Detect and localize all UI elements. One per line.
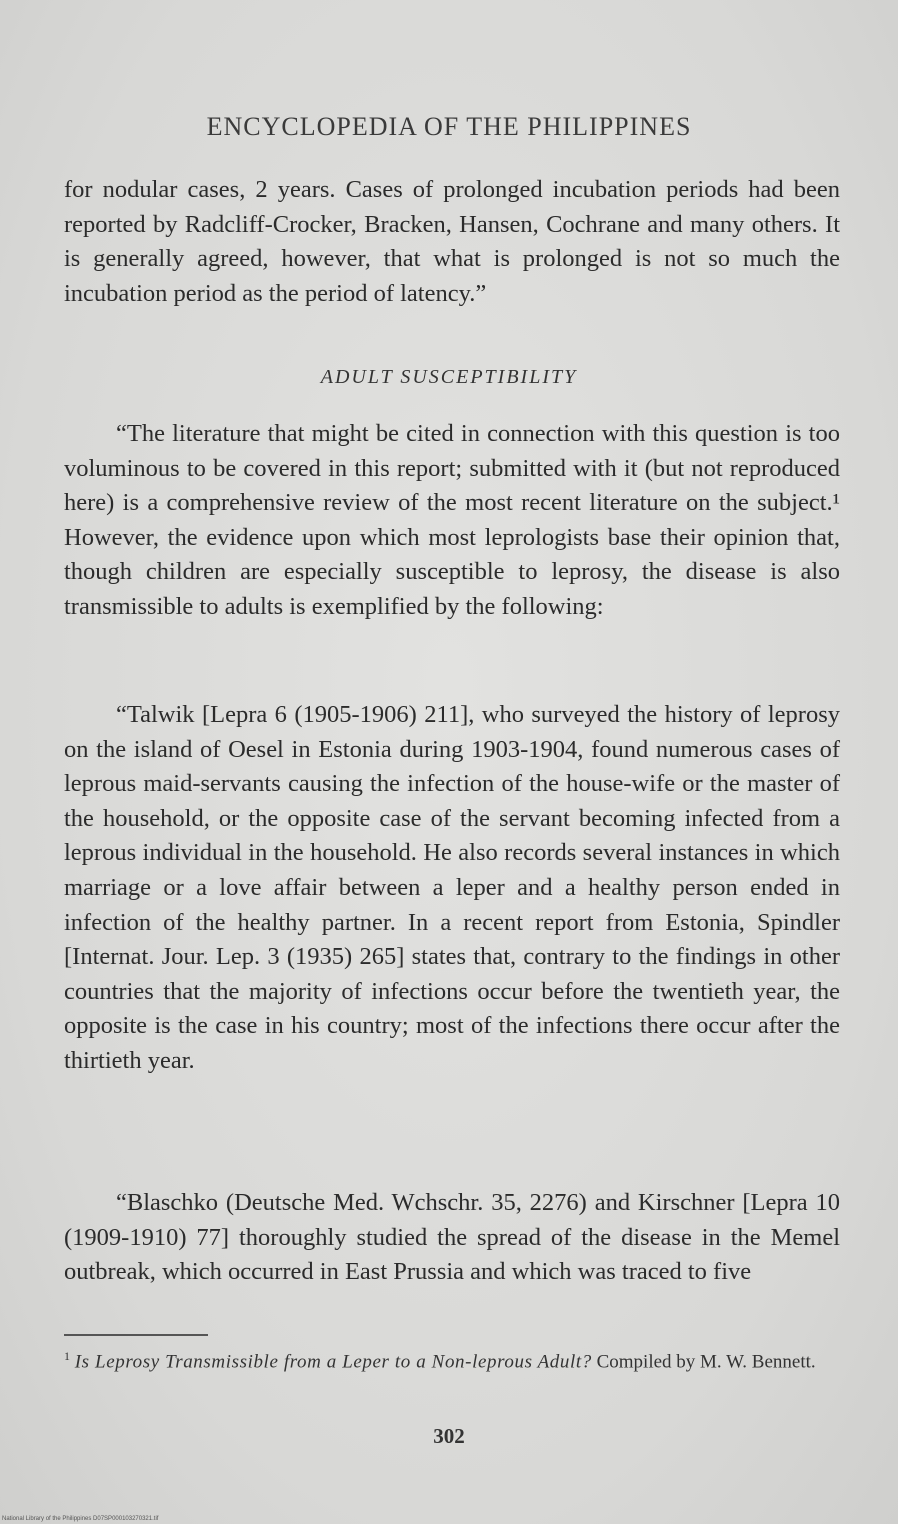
running-head: ENCYCLOPEDIA OF THE PHILIPPINES (206, 112, 692, 141)
paragraph-4: “Blaschko (Deutsche Med. Wchschr. 35, 2276) and Kirschner [Lepra 10 (1909-1910) 77] thoroughly studied the spread of the disease in the Memel outbreak, which occurred in East Prussia and which was traced to five (64, 1189, 840, 1286)
footnote (64, 1344, 840, 1374)
footnote-credit: Compiled by M. W. Bennett. (596, 1351, 816, 1373)
footnote-marker: 1 (64, 1349, 70, 1363)
text-block-3 (64, 698, 840, 1079)
paragraph-3: “Talwik [Lepra 6 (1905-1906) 211], who surveyed the history of leprosy on the island of Oesel in Estonia during 1903-1904, found numerous cases of leprous maid-servants causing the infection of the house-wife or the master of the household, or the opposite case of the servant becoming infected from a leprous individual in the household. He also records several instances in which marriage or a love affair between a leper and a healthy person ended in infection of the healthy partner. In a recent report from Estonia, Spindler [Internat. Jour. Lep. 3 (1935) 265] states that, contrary to the findings in other countries that the majority of infections occur before the twentieth year, the opposite is the case in his country; most of the infections there occur after the thirtieth year. (64, 701, 840, 1074)
text-block-1 (64, 173, 840, 311)
footnote-divider (64, 1334, 208, 1336)
paragraph-1: for nodular cases, 2 years. Cases of prolonged incubation periods had been reported by Radcliff-Crocker, Bracken, Hansen, Cochrane and many others. It is generally agreed, however, that what is prolonged is not so much the incubation period as the period of latency.” (64, 176, 840, 307)
scan-caption: National Library of the Philippines D07SP000103270321.tif (2, 1516, 159, 1522)
text-block-2 (64, 417, 840, 625)
text-block-4 (64, 1186, 840, 1290)
page-number: 302 (433, 1424, 465, 1448)
section-subheading: ADULT SUSCEPTIBILITY (320, 366, 578, 388)
footnote-title: Is Leprosy Transmissible from a Leper to a Non-leprous Adult? (74, 1351, 592, 1373)
paragraph-2: “The literature that might be cited in connection with this question is too voluminous to be covered in this report; submitted with it (but not reproduced here) is a comprehensive review of the most recent literature on the subject.¹ However, the evidence upon which most leprologists base their opinion that, though children are especially susceptible to leprosy, the disease is also transmissible to adults is exemplified by the following: (64, 420, 840, 620)
